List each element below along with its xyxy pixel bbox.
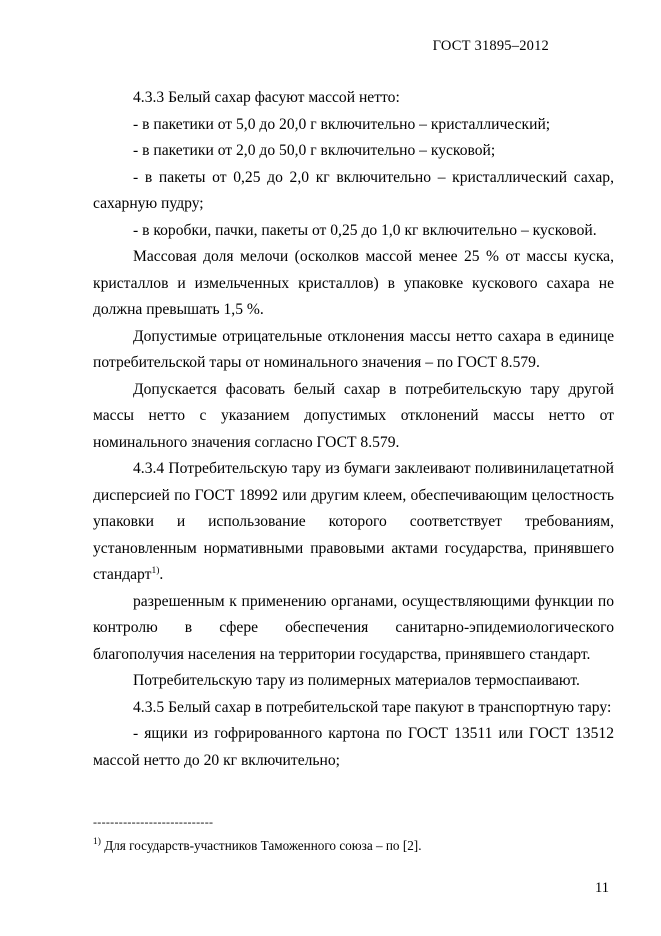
paragraph-4-3-4 xyxy=(93,456,614,589)
paragraph-text: 4.3.4 Потребительскую тару из бумаги заклеивают поливинилацетатной дисперсией по ГОСТ 18992 или другим клеем, обеспечивающим целостность упаковки и использование которого соответствует требованиям, установленным нормативными правовыми актами государства, принявшего стандарт xyxy=(93,460,614,583)
footnote-marker: 1) xyxy=(93,837,101,847)
document-body xyxy=(93,85,614,774)
page-number: 11 xyxy=(595,880,609,896)
paragraph: Допустимые отрицательные отклонения массы нетто сахара в единице потребительской тары от номинального значения – по ГОСТ 8.579. xyxy=(93,327,614,371)
footnote-reference[interactable]: 1) xyxy=(151,566,160,576)
paragraph: разрешенным к применению органами, осуществляющими функции по контролю в сфере обеспечения санитарно-эпидемиологического благополучия населения на территории государства, принявшего стандарт. xyxy=(93,592,614,663)
paragraph: Потребительскую тару из полимерных материалов термоспаивают. xyxy=(133,672,580,689)
footnote-text: Для государств-участников Таможенного союза – по [2]. xyxy=(100,838,422,853)
paragraph: Массовая доля мелочи (осколков массой менее 25 % от массы куска, кристаллов и измельченных кристаллов) в упаковке кускового сахара не должна превышать 1,5 %. xyxy=(93,248,614,318)
footnote-separator: ---------------------------- xyxy=(93,815,214,829)
list-item: - в пакетики от 5,0 до 20,0 г включительно – кристаллический; xyxy=(133,115,551,133)
list-item: - ящики из гофрированного картона по ГОСТ 13511 или ГОСТ 13512 массой нетто до 20 кг включительно; xyxy=(93,725,614,769)
document-header: ГОСТ 31895–2012 xyxy=(432,38,549,54)
list-item: - в пакеты от 0,25 до 2,0 кг включительно – кристаллический сахар, сахарную пудру; xyxy=(93,168,614,212)
paragraph: Допускается фасовать белый сахар в потребительскую тару другой массы нетто с указанием допустимых отклонений массы нетто от номинального значения согласно ГОСТ 8.579. xyxy=(93,380,614,451)
list-item: - в коробки, пачки, пакеты от 0,25 до 1,0 кг включительно – кусковой. xyxy=(133,221,597,239)
paragraph-4-3-5: 4.3.5 Белый сахар в потребительской таре пакуют в транспортную тару: xyxy=(133,698,612,716)
list-item: - в пакетики от 2,0 до 50,0 г включительно – кусковой; xyxy=(133,142,496,159)
footnote xyxy=(93,838,422,854)
paragraph-4-3-3: 4.3.3 Белый сахар фасуют массой нетто: xyxy=(133,89,400,106)
paragraph-end: . xyxy=(159,566,164,583)
